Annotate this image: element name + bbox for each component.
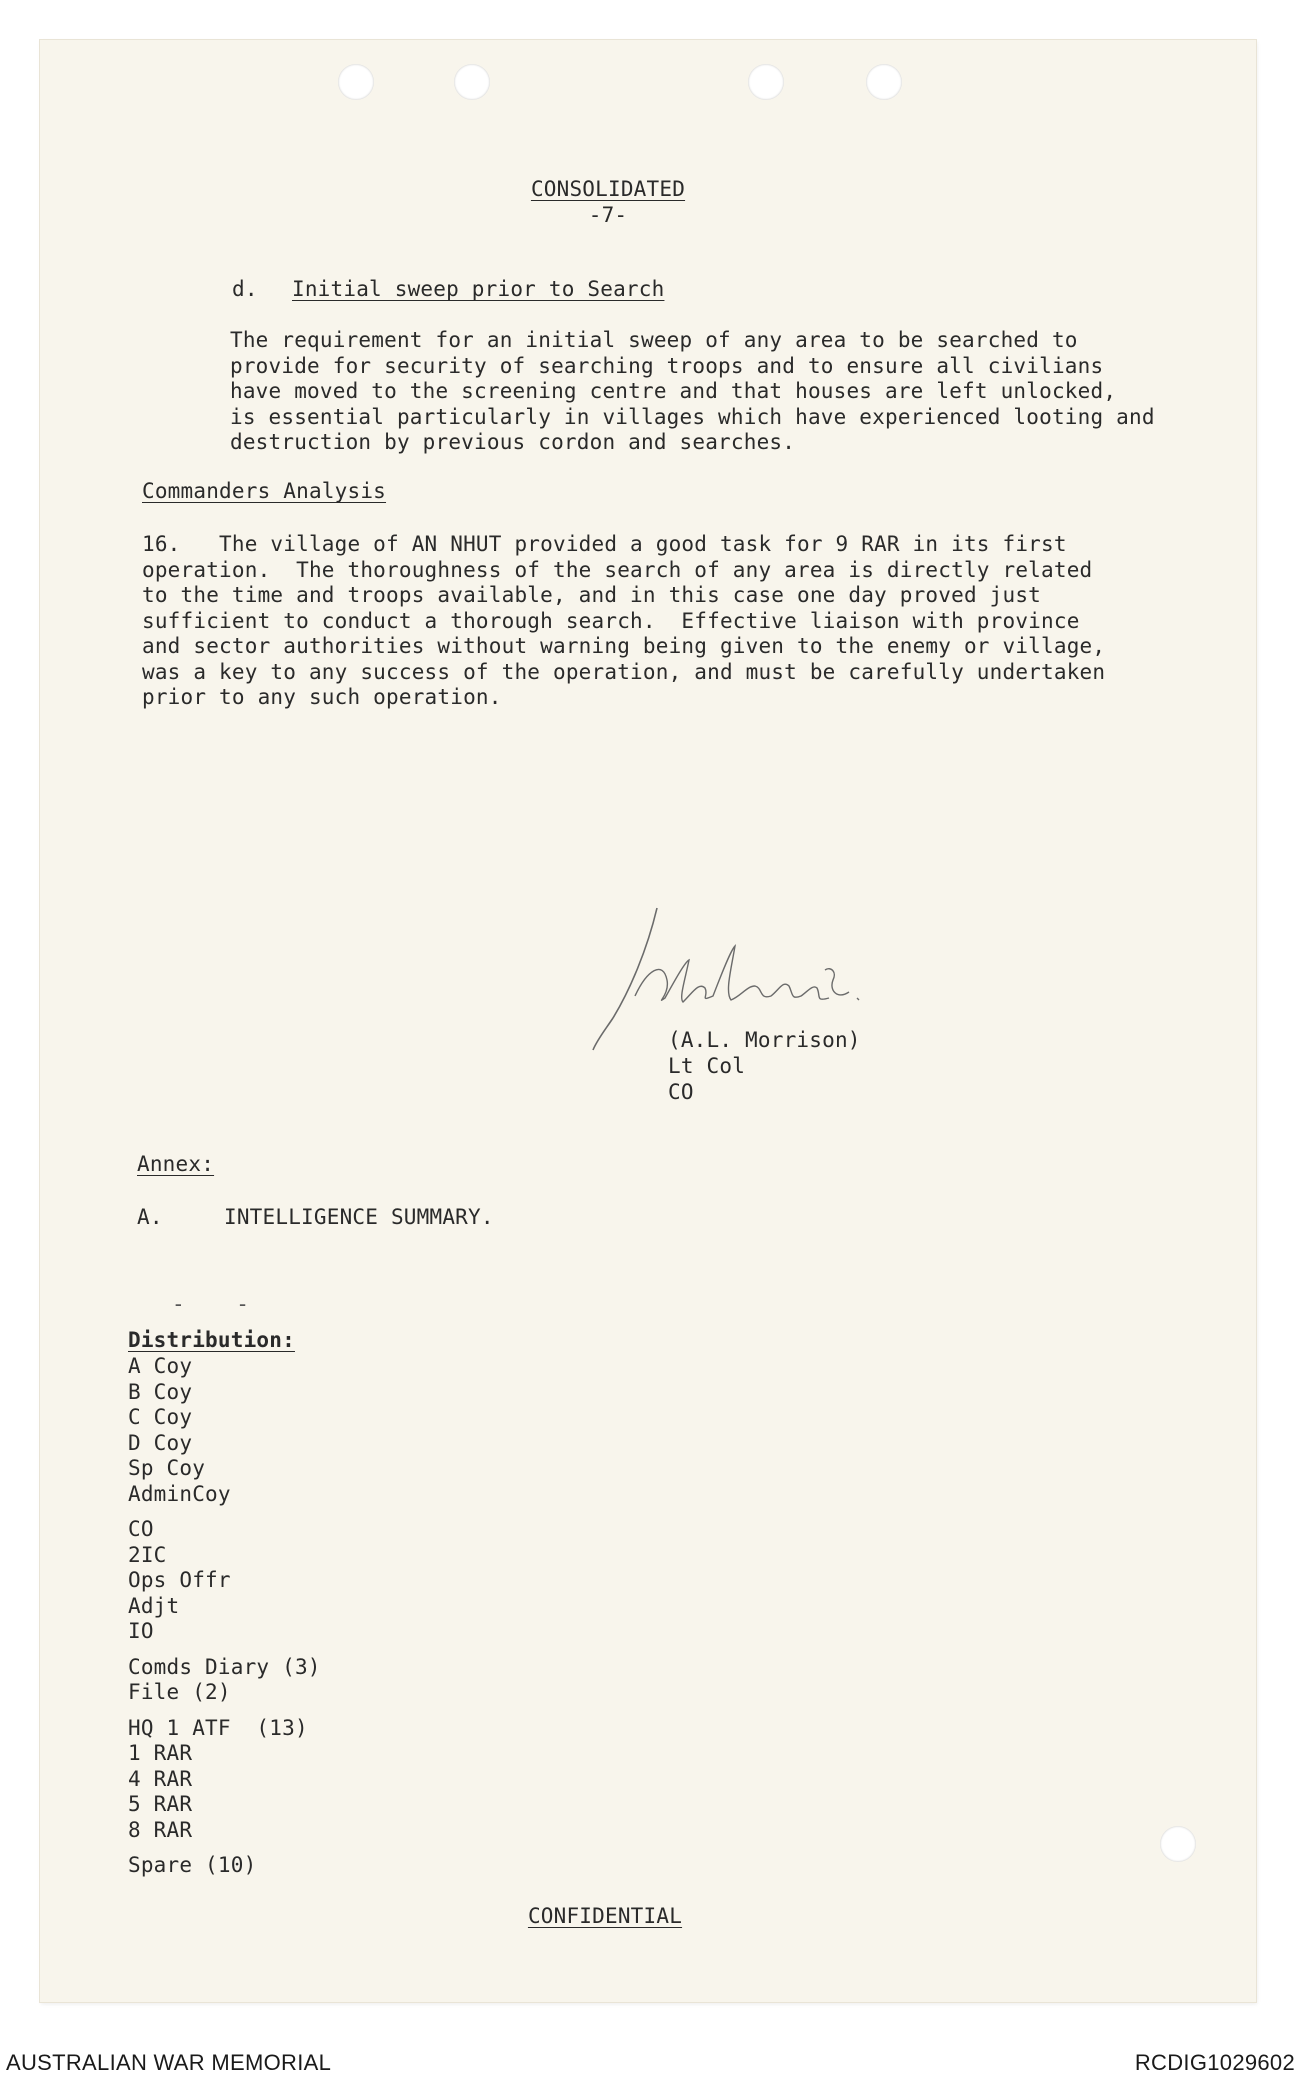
classification-header: CONSOLIDATED — [530, 177, 686, 201]
distribution-item: AdminCoy — [128, 1481, 231, 1506]
body-line: destruction by previous cordon and searches. — [230, 430, 796, 454]
body-line: 16. The village of AN NHUT provided a good task for 9 RAR in its first — [142, 532, 1067, 556]
distribution-item: A Coy — [128, 1354, 193, 1378]
distribution-item: C Coy — [128, 1405, 193, 1429]
archive-name: AUSTRALIAN WAR MEMORIAL — [6, 2050, 332, 2075]
signatory-rank: Lt Col — [668, 1054, 746, 1078]
section-d-title: Initial sweep prior to Search — [292, 277, 665, 301]
distribution-item: Adjt — [128, 1593, 180, 1618]
annex-item-text: INTELLIGENCE SUMMARY. — [224, 1205, 494, 1229]
distribution-item: File (2) — [128, 1680, 231, 1704]
dash-separator: - - — [172, 1292, 250, 1316]
distribution-item: Comds Diary (3) — [128, 1654, 321, 1679]
punch-hole — [748, 64, 784, 100]
section-d-body — [230, 328, 1155, 456]
body-line: operation. The thoroughness of the search of any area is directly related — [142, 557, 1093, 582]
annex-item-label: A. — [137, 1205, 163, 1229]
archive-reference: RCDIG1029602 — [1134, 2050, 1295, 2075]
body-line: to the time and troops available, and in this case one day proved just — [142, 583, 1042, 607]
signatory-role: CO — [668, 1080, 694, 1104]
distribution-item: IO — [128, 1619, 154, 1643]
distribution-item: 4 RAR — [128, 1766, 193, 1791]
distribution-heading: Distribution: — [128, 1328, 295, 1352]
punch-hole — [454, 64, 490, 100]
distribution-item: 8 RAR — [128, 1817, 193, 1842]
distribution-item: 2IC — [128, 1542, 167, 1567]
distribution-item: Ops Offr — [128, 1568, 231, 1592]
body-line: have moved to the screening centre and that houses are left unlocked, — [230, 379, 1117, 403]
punch-hole — [1160, 1826, 1196, 1862]
punch-hole — [866, 64, 902, 100]
distribution-item: 1 RAR — [128, 1741, 193, 1765]
punch-hole — [338, 64, 374, 100]
classification-footer: CONFIDENTIAL — [527, 1904, 683, 1928]
distribution-item: Spare (10) — [128, 1853, 257, 1877]
distribution-item: 5 RAR — [128, 1792, 193, 1816]
body-line: sufficient to conduct a thorough search. Effective liaison with province — [142, 608, 1080, 633]
distribution-list — [128, 1354, 321, 1879]
body-line: and sector authorities without warning being given to the enemy or village, — [142, 634, 1106, 658]
analysis-heading: Commanders Analysis — [142, 479, 387, 503]
distribution-item: Sp Coy — [128, 1456, 206, 1480]
page-number: -7- — [588, 203, 628, 227]
section-d-label: d. — [232, 277, 258, 301]
body-line: was a key to any success of the operation, and must be carefully undertaken — [142, 659, 1106, 684]
body-line: The requirement for an initial sweep of any area to be searched to — [230, 328, 1078, 352]
signatory-name: (A.L. Morrison) — [668, 1028, 861, 1052]
distribution-item: CO — [128, 1517, 154, 1541]
distribution-item: HQ 1 ATF (13) — [128, 1715, 308, 1740]
body-line: provide for security of searching troops and to ensure all civilians — [230, 353, 1104, 378]
analysis-body — [142, 532, 1105, 711]
body-line: is essential particularly in villages which have experienced looting and — [230, 404, 1155, 429]
distribution-item: D Coy — [128, 1430, 193, 1455]
body-line: prior to any such operation. — [142, 685, 502, 709]
annex-heading: Annex: — [137, 1152, 215, 1176]
distribution-item: B Coy — [128, 1379, 193, 1404]
